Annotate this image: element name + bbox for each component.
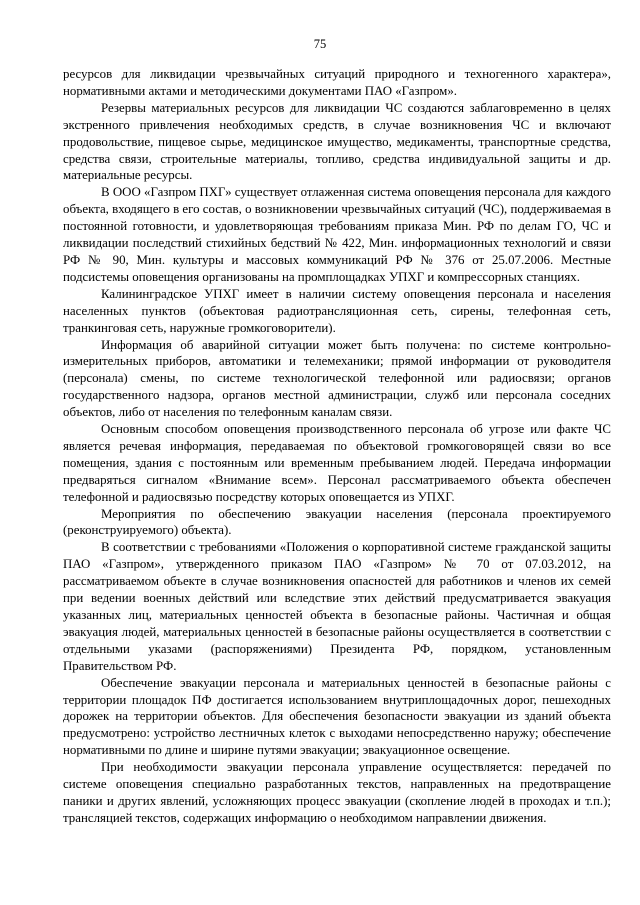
- paragraph-civil-defense-regulation: В соответствии с требованиями «Положения о корпоративной системе гражданской защиты ПАО «Газпром», утвержденного приказом ПАО «Газпром» № 70 от 07.03.2012, на рассматриваемом объекте в случае возникновения опасностей для работников и членов их семей при ведении военных действий или вследствие этих действий предусматривается эвакуация указанных лиц, материальных ценностей объекта в безопасные районы. Частичная и общая эвакуация людей, материальных ценностей в безопасные районы осуществляется в соответствии с отдельными указами (распоряжениями) Президента РФ, порядком, установленным Правительством РФ.: [63, 540, 611, 673]
- paragraph-evacuation-management: При необходимости эвакуации персонала управление осуществляется: передачей по системе оповещения специально разработанных текстов, направленных на предотвращение паники и других явлений, усложняющих процесс эвакуации (скопление людей в проходах и т.п.); трансляцией текстов, содержащих информацию о необходимом направлении движения.: [63, 760, 611, 825]
- paragraph-kaliningrad-upkhg: Калининградское УПХГ имеет в наличии систему оповещения персонала и населения населенных пунктов (объектовая радиотрансляционная сеть, сирены, телефонная сеть, транкинговая сеть, наружные громкоговорители).: [63, 286, 611, 335]
- paragraph-notification-system: В ООО «Газпром ПХГ» существует отлаженная система оповещения персонала для каждого объекта, входящего в его состав, о возникновении чрезвычайных ситуаций (ЧС), поддерживаемая в постоянной готовности, и удовлетворяющая требованиям приказа Мин. РФ по делам ГО, ЧС и ликвидации последствий стихийных бедствий № 422, Мин. информационных технологий и связи РФ № 90, Мин. культуры и массовых коммуникаций РФ № 376 от 25.07.2006. Местные подсистемы оповещения организованы на промплощадках УПХГ и компрессорных станциях.: [63, 185, 611, 284]
- paragraph-evacuation-measures-heading: Мероприятия по обеспечению эвакуации населения (персонала проектируемого (реконструируемого) объекта).: [63, 506, 611, 538]
- paragraph-continuation: ресурсов для ликвидации чрезвычайных ситуаций природного и техногенного характера», нормативными актами и методическими документами ПАО «Газпром».: [63, 67, 611, 98]
- document-body: [63, 66, 611, 827]
- page-number: 75: [313, 37, 327, 51]
- paragraph-evacuation-provision: Обеспечение эвакуации персонала и материальных ценностей в безопасные районы с территории площадок ПФ достигается использованием внутриплощадочных дорог, пешеходных дорожек на территории объектов. Для обеспечения безопасности эвакуации из зданий объекта предусмотрено: устройство лестничных клеток с выходами непосредственно наружу; обеспечение нормативными по длине и ширине путями эвакуации; эвакуационное освещение.: [63, 675, 611, 758]
- paragraph-notification-method: Основным способом оповещения производственного персонала об угрозе или факте ЧС является речевая информация, передаваемая по объектовой громкоговорящей связи во все помещения, здания с постоянным или временным пребыванием людей. Передача информации предваряться сигналом «Внимание всем». Персонал рассматриваемого объекта обеспечен телефонной и радиосвязью посредству которых оповещается из УПХГ.: [63, 422, 611, 504]
- paragraph-emergency-information: Информация об аварийной ситуации может быть получена: по системе контрольно-измерительных приборов, автоматики и телемеханики; прямой информации от руководителя (персонала) смены, по системе технологической телефонной или радиосвязи; органов государственного надзора, органов местной администрации, служб или персонала соседних объектов, либо от населения по телефонным каналам связи.: [63, 337, 611, 420]
- paragraph-material-reserves: Резервы материальных ресурсов для ликвидации ЧС создаются заблаговременно в целях экстренного привлечения необходимых средств, в случае возникновения ЧС и включают продовольствие, пищевое сырье, медицинское имущество, медикаменты, транспортные средства, средства связи, строительные материалы, топливо, средства индивидуальной защиты и др. материальные ресурсы.: [63, 100, 611, 183]
